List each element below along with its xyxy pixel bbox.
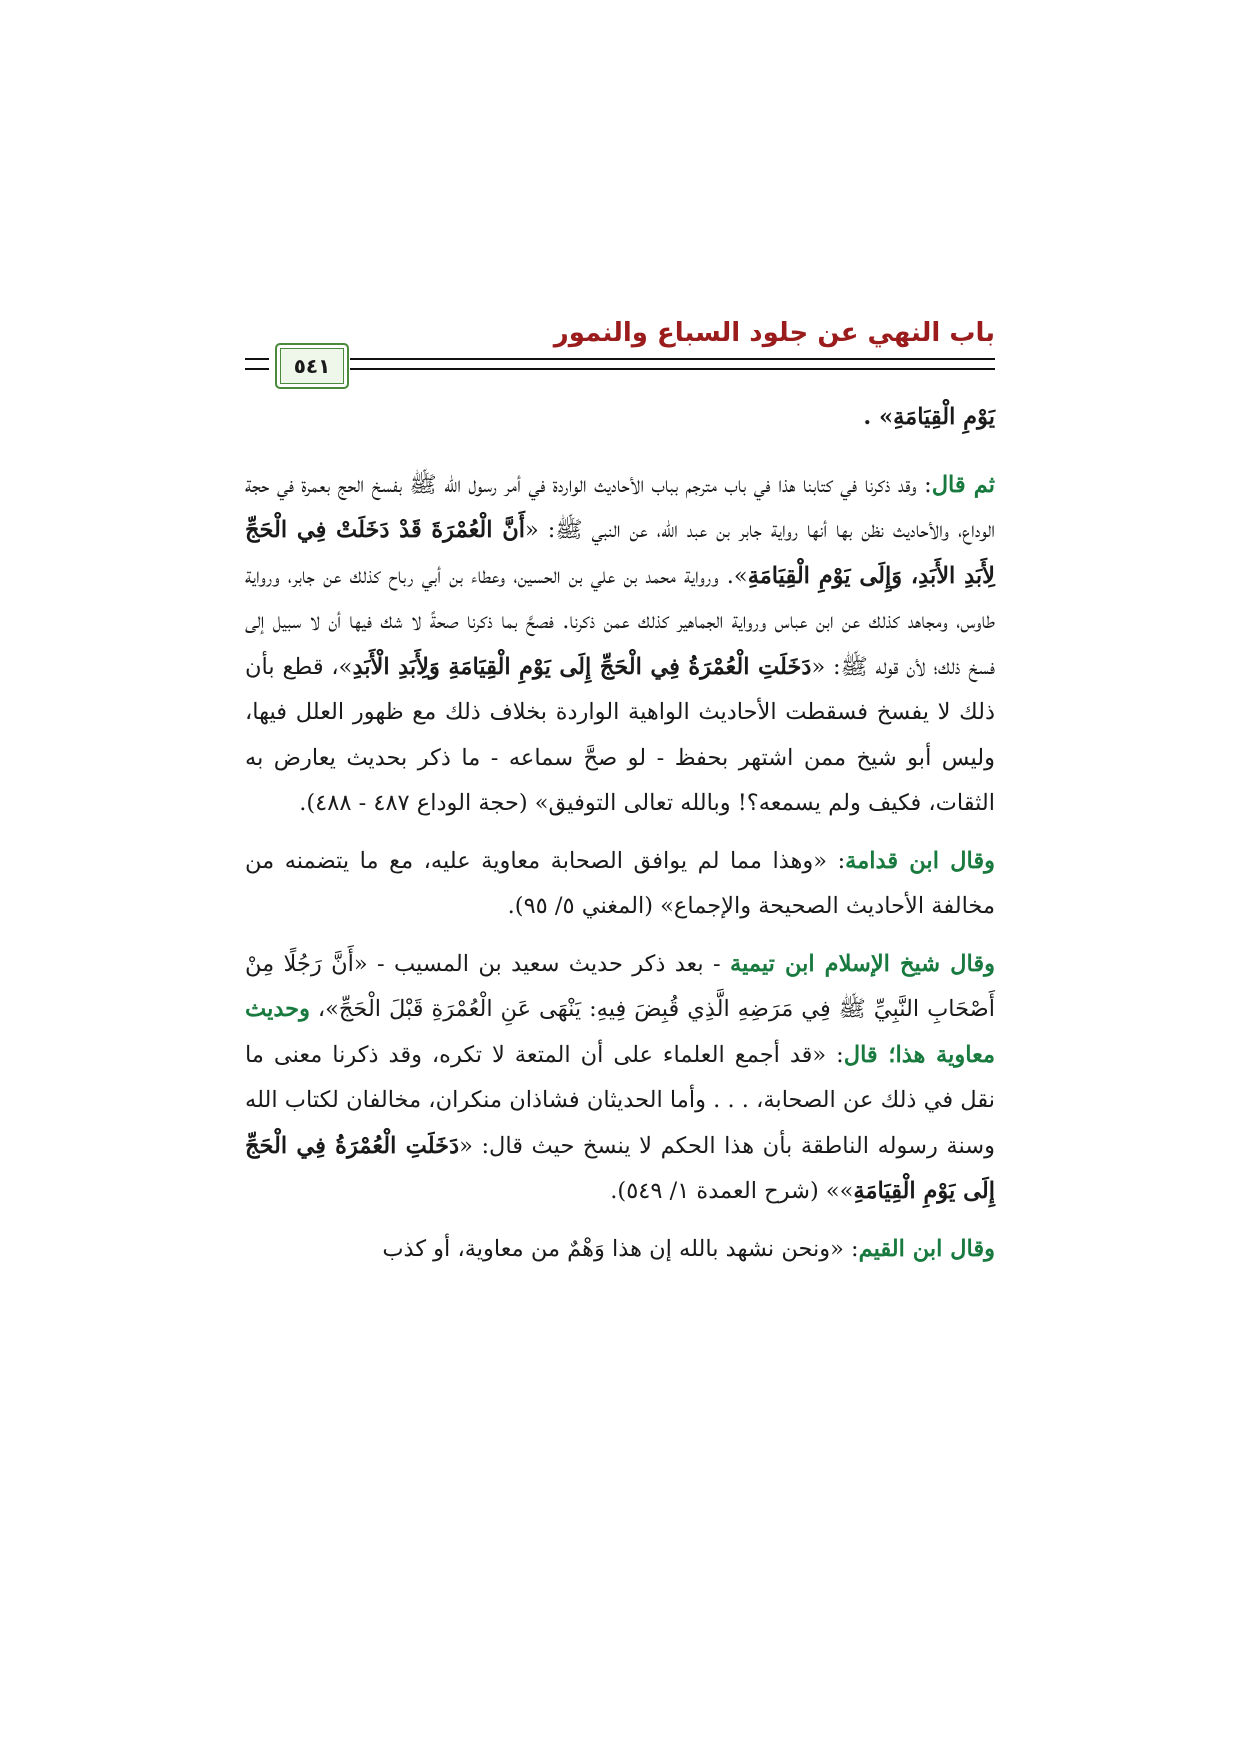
speaker-label: وقال ابن قدامة [845,847,995,874]
paragraph-text: »» (شرح العمدة ١/ ٥٤٩). [610,1178,854,1204]
speaker-label: وقال شيخ الإسلام ابن تيمية [730,950,995,977]
paragraph-text: - بعد ذكر حديث سعيد بن المسيب - «أَنَّ رَجُلًا مِنْ أَصْحَابِ النَّبِيِّ ﷺ فِي مَرَضِهِ الَّذِي قُبِضَ فِيهِ: يَنْهَى عَنِ الْعُمْرَةِ قَبْلَ الْحَجِّ»، [245,950,995,1022]
speaker-label: وقال ابن القيم [858,1235,995,1262]
paragraph-ibn-taymiyya [245,942,995,1215]
paragraph-text: : «وهذا مما لم يوافق الصحابة معاوية عليه، مع ما يتضمنه من مخالفة الأحاديث الصحيحة والإجماع» (المغني ٥/ ٩٥). [245,847,995,919]
paragraph-ibn-hazm [245,463,995,827]
paragraph-text: »، قطع بأن ذلك لا يفسخ فسقطت الأحاديث الواهية الواردة بخلاف ذلك مع ظهور العلل فيها، وليس أبو شيخ ممن اشتهر بحفظ - لو صحَّ سماعه - ما ذكر بحديث يعارض به الثقات، فكيف ولم يسمعه؟! وبالله تعالى التوفيق» (حجة الوداع ٤٨٧ - ٤٨٨). [245,653,995,816]
hadith-quote: أَنَّ الْعُمْرَةَ قَدْ دَخَلَتْ فِي الْحَجِّ لِأَبَدِ الأَبَدِ، وَإِلَى يَوْمِ الْقِيَامَةِ [245,517,995,589]
paragraph-text: ». ورواية محمد بن علي بن الحسين، وعطاء بن أبي رباح كذلك عن جابر، ورواية طاوس، ومجاهد كذلك عن ابن عباس ورواية الجماهير كذلك عمن ذكرنا. فصحَّ بما ذكرنا صحةً لا شك فيها أن لا سبيل إلى فسخ ذلك؛ لأن قوله ﷺ: « [245,562,995,680]
paragraph-ibn-qayyim [245,1227,995,1273]
header-rule [350,358,995,370]
header-rule-left [245,358,269,370]
speaker-label: ثم قال [931,471,996,498]
page-number-frame [275,343,349,389]
paragraph-ibn-qudama [245,839,995,930]
speaker-label: وحديث معاوية هذا؛ قال [245,996,995,1068]
page-number: ٥٤١ [293,354,331,378]
hadith-quote: دَخَلَتِ الْعُمْرَةُ فِي الْحَجِّ إِلَى يَوْمِ الْقِيَامَةِ وَلِأَبَدِ الْأَبَدِ [352,653,812,680]
continued-text: يَوْمِ الْقِيَامَةِ» . [863,404,995,430]
paragraph-text: : «ونحن نشهد بالله إن هذا وَهْمٌ من معاوية، أو كذب [382,1235,859,1262]
page-body [245,395,995,1284]
page-header [245,318,995,378]
hadith-quote: دَخَلَتِ الْعُمْرَةُ فِي الْحَجِّ إِلَى يَوْمِ الْقِيَامَةِ [245,1132,995,1204]
paragraph-text: : «قد أجمع العلماء على أن المتعة لا تكره، وقد ذكرنا معنى ما نقل في ذلك عن الصحابة، . . . وأما الحديثان فشاذان منكران، مخالفان لكتاب الله وسنة رسوله الناطقة بأن هذا الحكم لا ينسخ حيث قال: « [245,1041,995,1159]
chapter-title: باب النهي عن جلود السباع والنمور [553,318,995,348]
paragraph-continuation [245,395,995,441]
paragraph-text: : وقد ذكرنا في كتابنا هذا في باب مترجم بباب الأحاديث الواردة في أمر رسول الله ﷺ بفسخ الحج بعمرة في حجة الوداع، والأحاديث نظن بها أنها رواية جابر بن عبد الله، عن النبي ﷺ: « [245,471,995,543]
